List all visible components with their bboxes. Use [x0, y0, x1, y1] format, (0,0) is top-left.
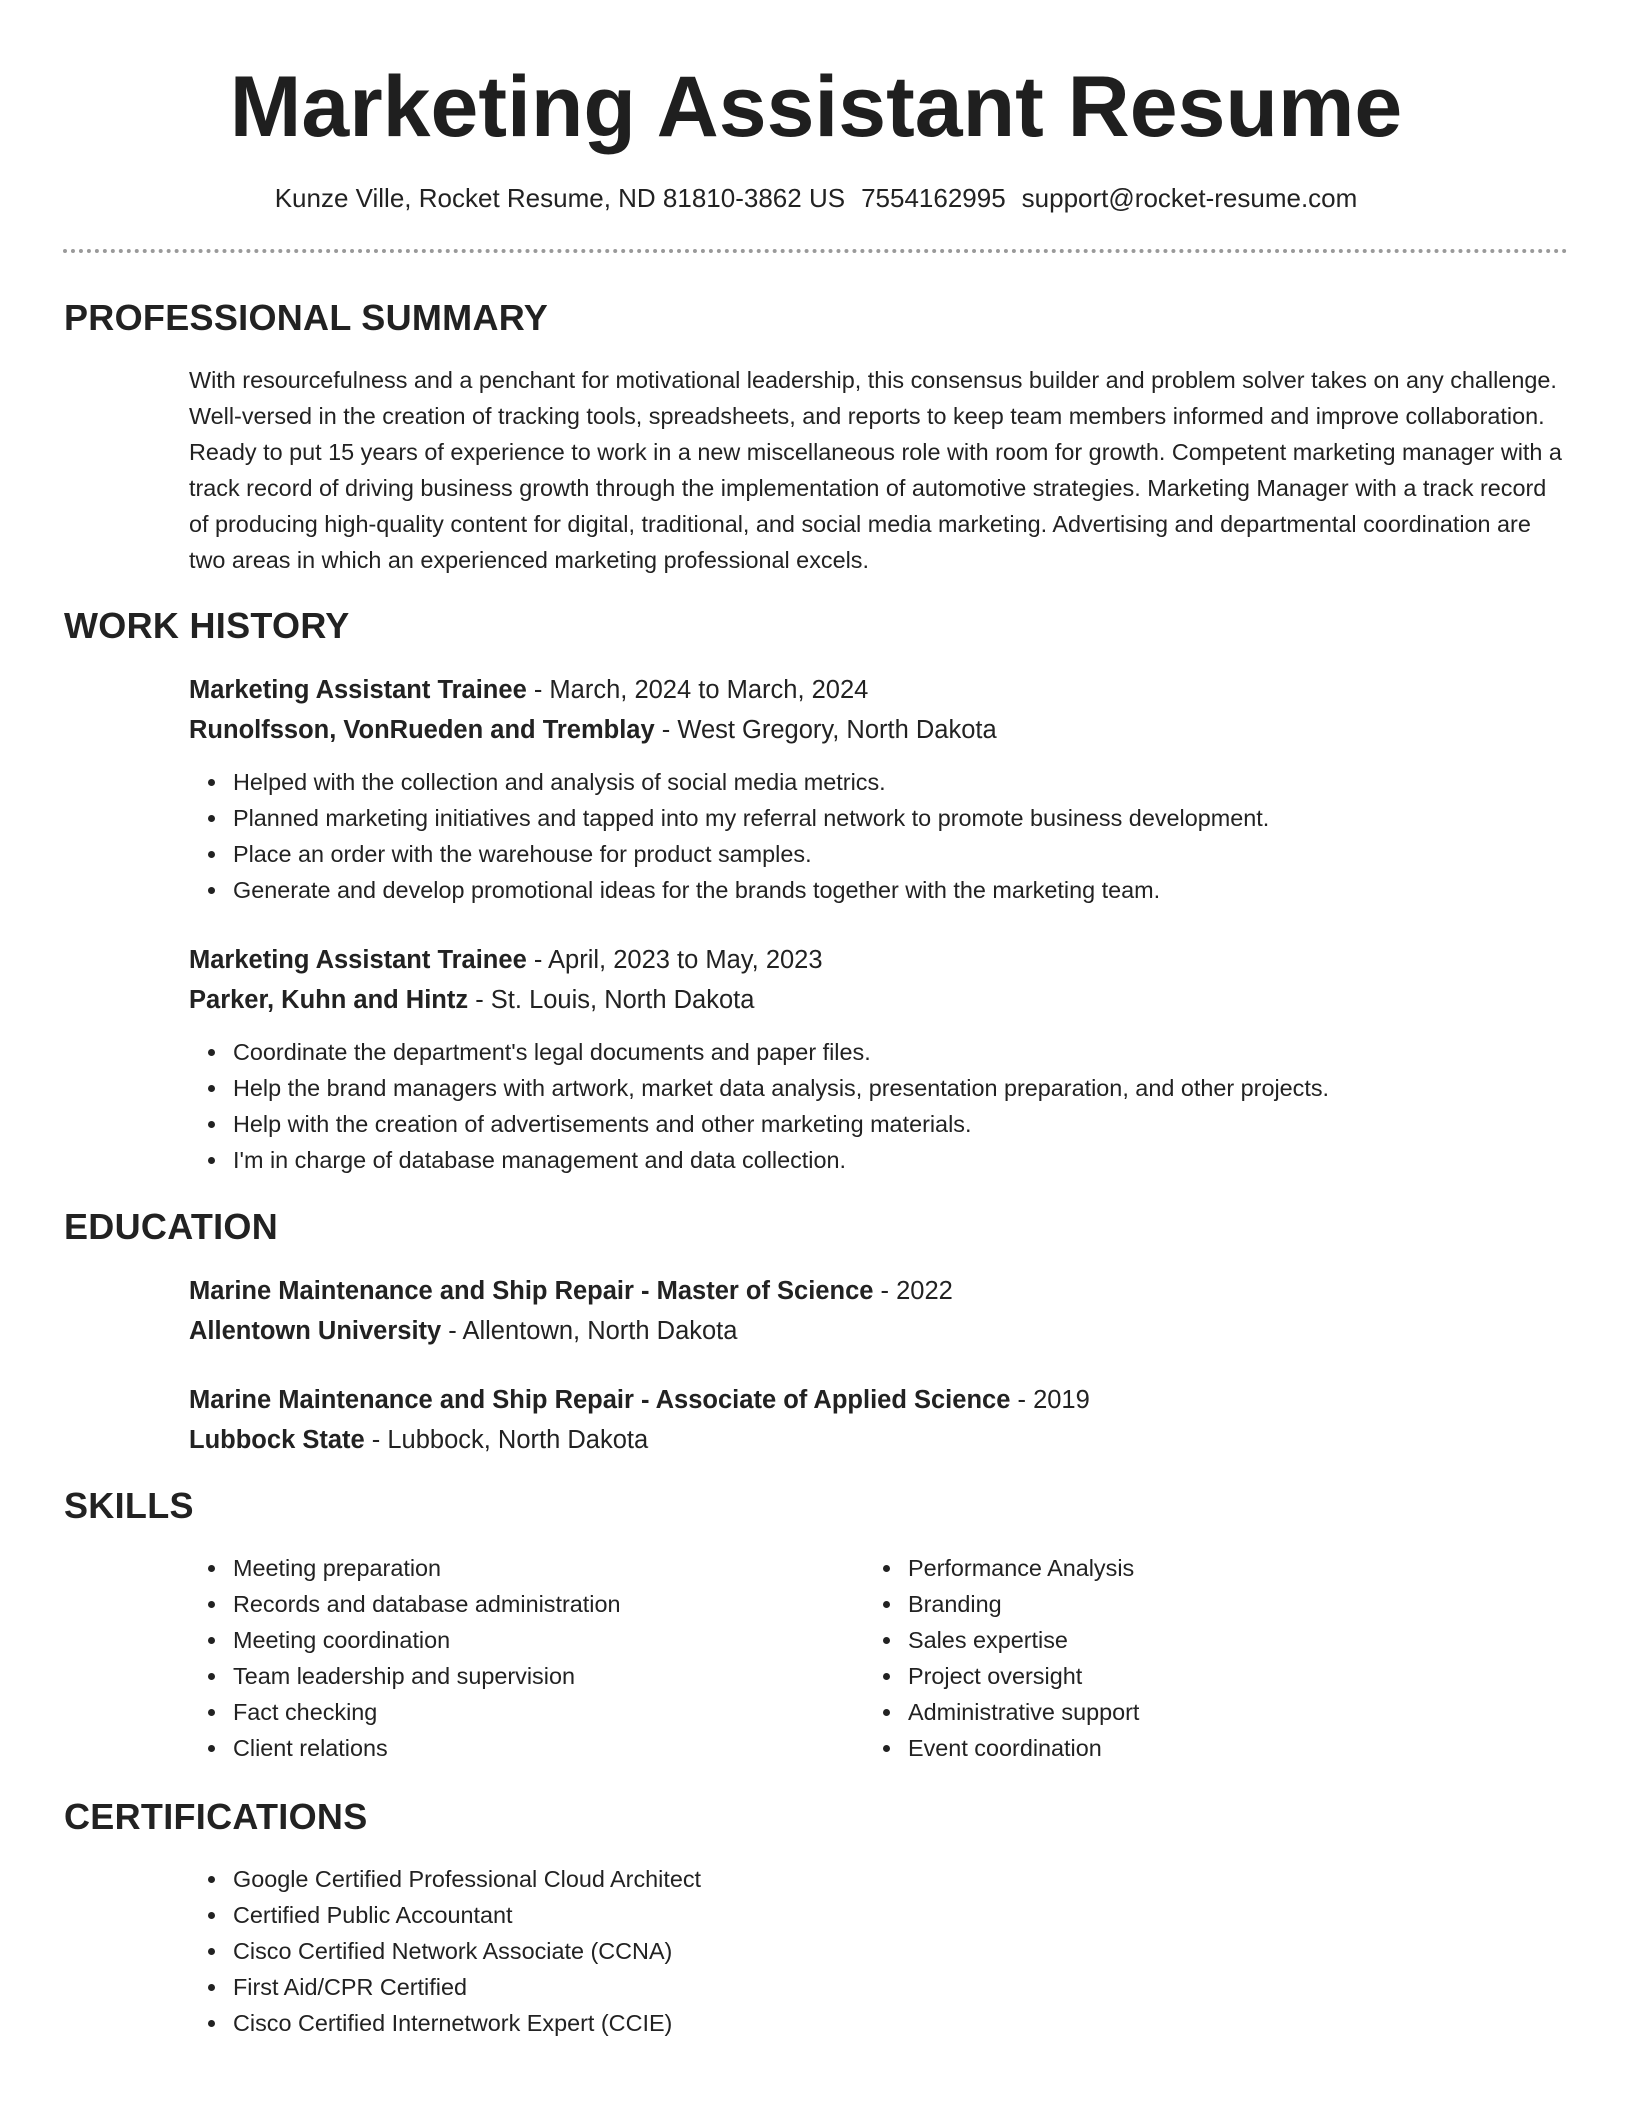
list-item: Client relations — [189, 1730, 829, 1766]
contact-email: support@rocket-resume.com — [1021, 183, 1358, 213]
school-line — [189, 1311, 1569, 1351]
job-dates: - April, 2023 to May, 2023 — [526, 946, 823, 974]
education-entry — [189, 1380, 1569, 1460]
list-item: Fact checking — [189, 1694, 829, 1730]
job-company: Parker, Kuhn and Hintz — [189, 986, 469, 1014]
degree-line — [189, 1380, 1569, 1420]
job-company-line — [189, 710, 1569, 750]
job-location: - St. Louis, North Dakota — [468, 986, 755, 1014]
contact-phone: 7554162995 — [861, 183, 1006, 213]
school-line — [189, 1420, 1569, 1460]
resume-title: Marketing Assistant Resume — [229, 59, 1403, 155]
job-company: Runolfsson, VonRueden and Tremblay — [189, 716, 655, 744]
list-item: Planned marketing initiatives and tapped into my referral network to promote business development. — [189, 800, 1569, 836]
list-item: I'm in charge of database management and data collection. — [189, 1142, 1569, 1178]
list-item: Sales expertise — [864, 1622, 1504, 1658]
contact-line — [0, 180, 1632, 216]
degree-line — [189, 1271, 1569, 1311]
skills-heading: SKILLS — [64, 1485, 194, 1526]
skills-left-column — [189, 1550, 829, 1766]
summary-text: With resourcefulness and a penchant for motivational leadership, this consensus builder and problem solver takes on any challenge. Well-versed in the creation of tracking tools, spreadsheets, and reports to keep team members informed and improve collaboration. Ready to put 15 years of experience to work in a new miscellaneous role with room for growth. Competent marketing manager with a track record of driving business growth through the implementation of automotive strategies. Marketing Manager with a track record of producing high-quality content for digital, traditional, and social media marketing. Advertising and departmental coordination are two areas in which an experienced marketing professional excels. — [189, 367, 1562, 573]
list-item: Meeting preparation — [189, 1550, 829, 1586]
list-item: Branding — [864, 1586, 1504, 1622]
job-title-line — [189, 940, 1569, 980]
job-bullets — [189, 1034, 1569, 1178]
list-item: Cisco Certified Internetwork Expert (CCIE) — [189, 2005, 1569, 2041]
list-item: Team leadership and supervision — [189, 1658, 829, 1694]
job-role: Marketing Assistant Trainee — [189, 676, 527, 704]
list-item: Performance Analysis — [864, 1550, 1504, 1586]
list-item: Help with the creation of advertisements and other marketing materials. — [189, 1106, 1569, 1142]
certifications-list — [189, 1861, 1569, 2041]
contact-address: Kunze Ville, Rocket Resume, ND 81810-3862 US — [274, 183, 846, 213]
job-bullets — [189, 764, 1569, 908]
list-item: Records and database administration — [189, 1586, 829, 1622]
list-item: First Aid/CPR Certified — [189, 1969, 1569, 2005]
school: Allentown University — [189, 1317, 442, 1345]
list-item: Help the brand managers with artwork, market data analysis, presentation preparation, and other projects. — [189, 1070, 1569, 1106]
list-item: Certified Public Accountant — [189, 1897, 1569, 1933]
list-item: Administrative support — [864, 1694, 1504, 1730]
degree-year: - 2019 — [1010, 1386, 1090, 1414]
certifications-heading: CERTIFICATIONS — [64, 1796, 368, 1837]
list-item: Project oversight — [864, 1658, 1504, 1694]
list-item: Coordinate the department's legal documents and paper files. — [189, 1034, 1569, 1070]
degree: Marine Maintenance and Ship Repair - Associate of Applied Science — [189, 1386, 1011, 1414]
list-item: Google Certified Professional Cloud Architect — [189, 1861, 1569, 1897]
job-company-line — [189, 980, 1569, 1020]
education-entry — [189, 1271, 1569, 1351]
list-item: Helped with the collection and analysis of social media metrics. — [189, 764, 1569, 800]
job-title-line — [189, 670, 1569, 710]
skills-right-column — [864, 1550, 1504, 1766]
job-dates: - March, 2024 to March, 2024 — [526, 676, 869, 704]
list-item: Place an order with the warehouse for product samples. — [189, 836, 1569, 872]
job-location: - West Gregory, North Dakota — [654, 716, 997, 744]
education-heading: EDUCATION — [64, 1206, 279, 1247]
list-item: Generate and develop promotional ideas for the brands together with the marketing team. — [189, 872, 1569, 908]
school-location: - Lubbock, North Dakota — [364, 1426, 649, 1454]
job-role: Marketing Assistant Trainee — [189, 946, 527, 974]
school-location: - Allentown, North Dakota — [441, 1317, 738, 1345]
school: Lubbock State — [189, 1426, 365, 1454]
degree: Marine Maintenance and Ship Repair - Master of Science — [189, 1277, 874, 1305]
summary-heading: PROFESSIONAL SUMMARY — [64, 297, 549, 338]
job-entry — [189, 940, 1569, 1020]
degree-year: - 2022 — [873, 1277, 953, 1305]
header-divider — [63, 249, 1568, 253]
job-entry — [189, 670, 1569, 750]
work-history-heading: WORK HISTORY — [64, 605, 350, 646]
list-item: Event coordination — [864, 1730, 1504, 1766]
list-item: Meeting coordination — [189, 1622, 829, 1658]
list-item: Cisco Certified Network Associate (CCNA) — [189, 1933, 1569, 1969]
